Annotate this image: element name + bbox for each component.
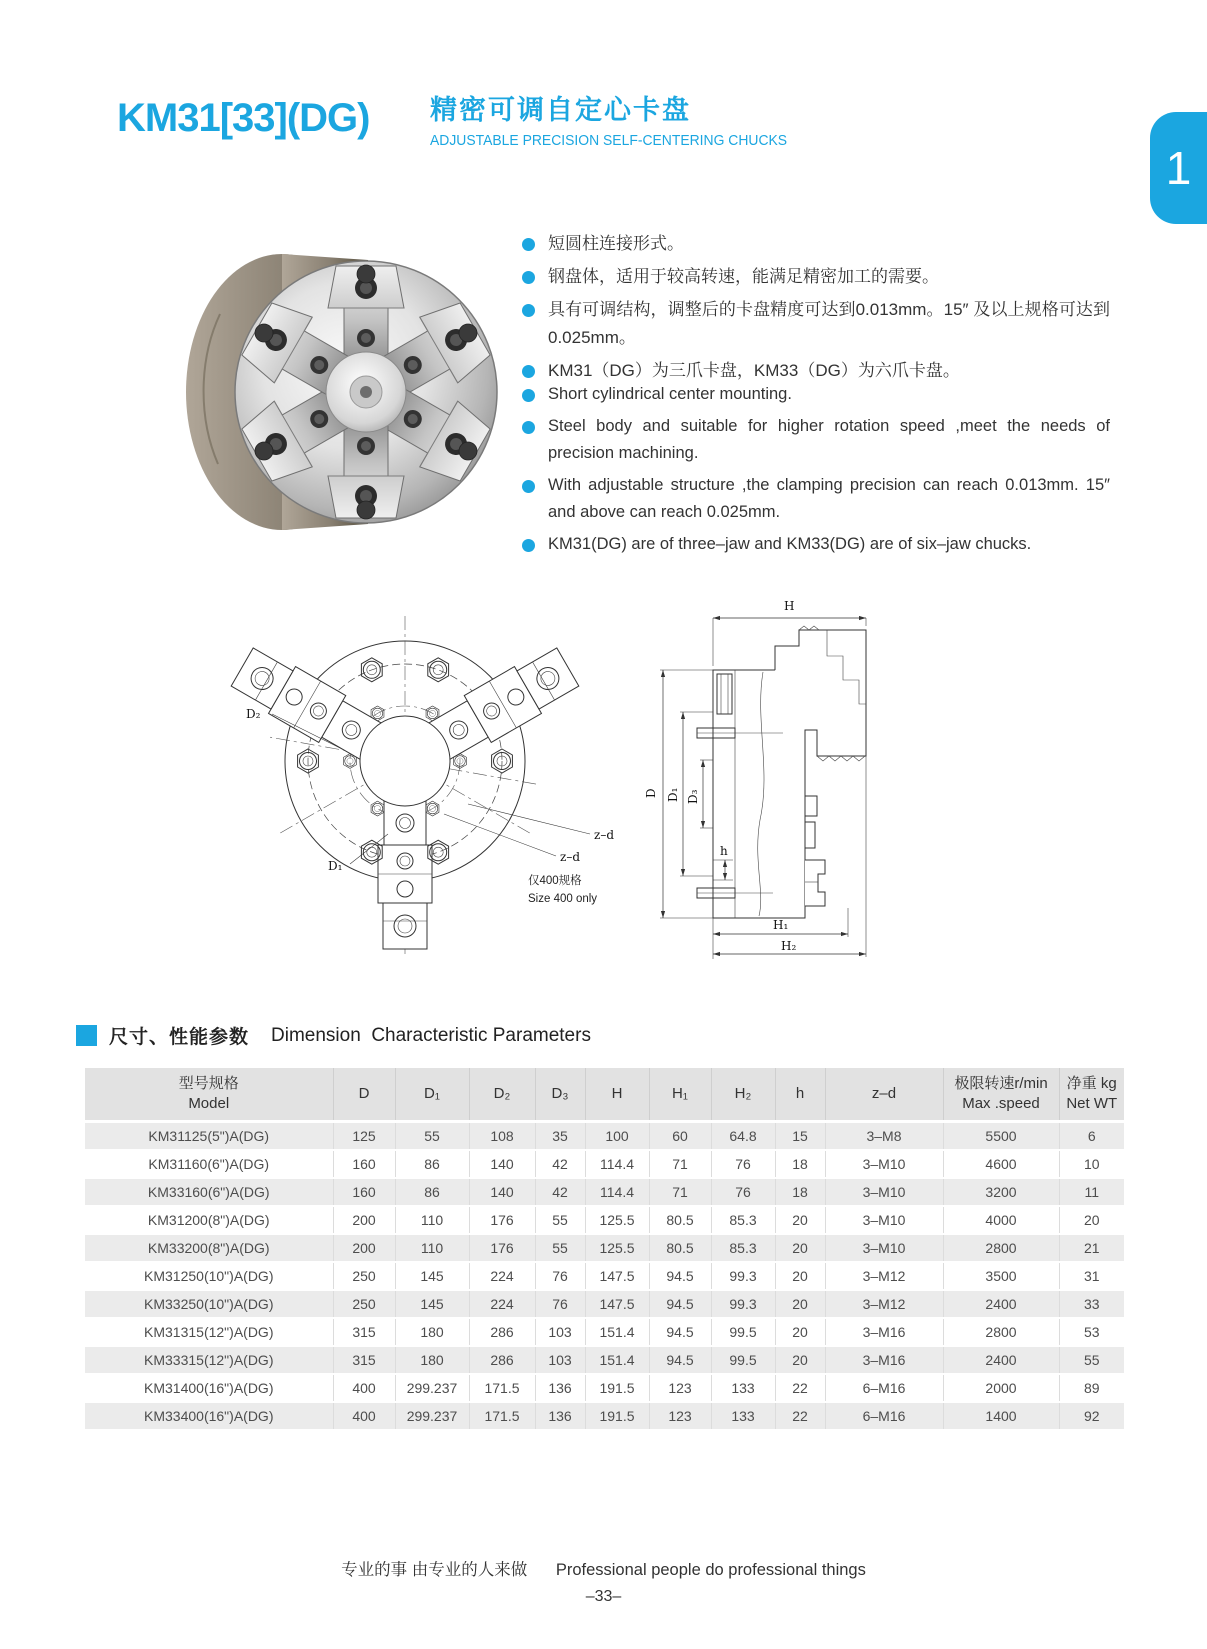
value-cell: 86	[395, 1178, 469, 1206]
footer-slogan	[0, 1556, 1207, 1580]
value-cell: 10	[1059, 1150, 1124, 1178]
value-cell: 250	[333, 1290, 395, 1318]
page-number: –33–	[585, 1588, 622, 1605]
feature-text: 短圆柱连接形式。	[548, 234, 684, 253]
value-cell: 71	[649, 1178, 711, 1206]
table-header-row	[85, 1068, 1124, 1122]
value-cell: 99.5	[711, 1318, 775, 1346]
bullet-icon	[522, 271, 535, 284]
bullet-icon	[522, 539, 535, 552]
value-cell: 171.5	[469, 1402, 535, 1430]
value-cell: 20	[775, 1262, 825, 1290]
value-cell: 99.3	[711, 1262, 775, 1290]
value-cell: 80.5	[649, 1234, 711, 1262]
section-title	[76, 1022, 591, 1049]
value-cell: 15	[775, 1122, 825, 1151]
value-cell: 22	[775, 1374, 825, 1402]
table-row	[85, 1402, 1124, 1430]
value-cell: 3–M16	[825, 1318, 943, 1346]
footer-slogan-zh: 专业的事 由专业的人来做	[341, 1561, 528, 1579]
value-cell: 2800	[943, 1234, 1059, 1262]
value-cell: 1400	[943, 1402, 1059, 1430]
value-cell: 123	[649, 1402, 711, 1430]
value-cell: 11	[1059, 1178, 1124, 1206]
value-cell: 180	[395, 1318, 469, 1346]
value-cell: 94.5	[649, 1262, 711, 1290]
value-cell: 6–M16	[825, 1374, 943, 1402]
model-cell: KM31315(12")A(DG)	[85, 1318, 333, 1346]
bullet-icon	[522, 304, 535, 317]
value-cell: 110	[395, 1206, 469, 1234]
value-cell: 160	[333, 1150, 395, 1178]
value-cell: 176	[469, 1206, 535, 1234]
model-cell: KM31160(6")A(DG)	[85, 1150, 333, 1178]
value-cell: 200	[333, 1234, 395, 1262]
feature-item	[522, 296, 1110, 352]
value-cell: 18	[775, 1178, 825, 1206]
value-cell: 140	[469, 1178, 535, 1206]
table-row	[85, 1262, 1124, 1290]
side-label-h1: H₁	[773, 918, 789, 932]
table-row	[85, 1346, 1124, 1374]
column-header: D	[333, 1068, 395, 1122]
value-cell: 60	[649, 1122, 711, 1151]
value-cell: 145	[395, 1262, 469, 1290]
product-title-zh: 精密可调自定心卡盘	[430, 95, 691, 125]
dimension-table	[85, 1068, 1124, 1431]
value-cell: 140	[469, 1150, 535, 1178]
value-cell: 151.4	[585, 1346, 649, 1374]
value-cell: 86	[395, 1150, 469, 1178]
table-row	[85, 1206, 1124, 1234]
model-cell: KM33250(10")A(DG)	[85, 1290, 333, 1318]
value-cell: 114.4	[585, 1178, 649, 1206]
value-cell: 191.5	[585, 1402, 649, 1430]
value-cell: 99.3	[711, 1290, 775, 1318]
value-cell: 20	[775, 1290, 825, 1318]
value-cell: 55	[1059, 1346, 1124, 1374]
value-cell: 299.237	[395, 1402, 469, 1430]
value-cell: 55	[395, 1122, 469, 1151]
value-cell: 76	[535, 1262, 585, 1290]
front-label-d1: D₁	[328, 859, 343, 873]
bullet-icon	[522, 389, 535, 402]
feature-list-en	[522, 381, 1110, 563]
value-cell: 76	[711, 1178, 775, 1206]
model-cell: KM31125(5")A(DG)	[85, 1122, 333, 1151]
feature-text: Short cylindrical center mounting.	[548, 385, 792, 403]
value-cell: 55	[535, 1206, 585, 1234]
value-cell: 94.5	[649, 1290, 711, 1318]
value-cell: 315	[333, 1318, 395, 1346]
value-cell: 176	[469, 1234, 535, 1262]
value-cell: 3–M10	[825, 1178, 943, 1206]
model-cell: KM33315(12")A(DG)	[85, 1346, 333, 1374]
page-title: KM31[33](DG)	[117, 96, 370, 140]
model-cell: KM31250(10")A(DG)	[85, 1262, 333, 1290]
side-label-d: D	[644, 788, 658, 798]
value-cell: 3–M12	[825, 1290, 943, 1318]
value-cell: 147.5	[585, 1290, 649, 1318]
value-cell: 6–M16	[825, 1402, 943, 1430]
feature-text: 钢盘体，适用于较高转速，能满足精密加工的需要。	[548, 267, 939, 286]
value-cell: 4600	[943, 1150, 1059, 1178]
product-title-en: ADJUSTABLE PRECISION SELF-CENTERING CHUCKS	[430, 133, 788, 149]
value-cell: 136	[535, 1402, 585, 1430]
column-header: z–d	[825, 1068, 943, 1122]
value-cell: 147.5	[585, 1262, 649, 1290]
feature-item	[522, 381, 1110, 408]
table-row	[85, 1290, 1124, 1318]
footer-slogan-en: Professional people do professional things	[555, 1561, 866, 1579]
feature-item	[522, 472, 1110, 526]
front-label-zd-1: z–d	[594, 828, 615, 842]
value-cell: 76	[711, 1150, 775, 1178]
value-cell: 20	[775, 1346, 825, 1374]
value-cell: 92	[1059, 1402, 1124, 1430]
section-title-en: Dimension Characteristic Parameters	[271, 1024, 591, 1046]
value-cell: 20	[775, 1234, 825, 1262]
value-cell: 33	[1059, 1290, 1124, 1318]
value-cell: 108	[469, 1122, 535, 1151]
value-cell: 35	[535, 1122, 585, 1151]
product-title-block	[430, 88, 802, 149]
feature-text: KM31(DG) are of three–jaw and KM33(DG) are of six–jaw chucks.	[548, 535, 1032, 553]
value-cell: 85.3	[711, 1234, 775, 1262]
value-cell: 136	[535, 1374, 585, 1402]
value-cell: 3–M16	[825, 1346, 943, 1374]
value-cell: 2400	[943, 1290, 1059, 1318]
value-cell: 103	[535, 1318, 585, 1346]
feature-list-zh	[522, 230, 1110, 390]
model-cell: KM31200(8")A(DG)	[85, 1206, 333, 1234]
value-cell: 250	[333, 1262, 395, 1290]
value-cell: 145	[395, 1290, 469, 1318]
value-cell: 125.5	[585, 1206, 649, 1234]
section-title-zh: 尺寸、性能参数	[109, 1027, 250, 1048]
value-cell: 3–M10	[825, 1206, 943, 1234]
value-cell: 286	[469, 1346, 535, 1374]
feature-item	[522, 531, 1110, 558]
table-row	[85, 1318, 1124, 1346]
value-cell: 3500	[943, 1262, 1059, 1290]
bullet-icon	[522, 238, 535, 251]
value-cell: 160	[333, 1178, 395, 1206]
value-cell: 123	[649, 1374, 711, 1402]
feature-text: KM31（DG）为三爪卡盘，KM33（DG）为六爪卡盘。	[548, 361, 960, 380]
front-note-en: Size 400 only	[528, 893, 598, 905]
value-cell: 191.5	[585, 1374, 649, 1402]
front-label-zd-2: z–d	[560, 850, 581, 864]
value-cell: 125.5	[585, 1234, 649, 1262]
feature-item	[522, 263, 1110, 291]
value-cell: 299.237	[395, 1374, 469, 1402]
table-row	[85, 1374, 1124, 1402]
value-cell: 42	[535, 1150, 585, 1178]
value-cell: 89	[1059, 1374, 1124, 1402]
value-cell: 133	[711, 1374, 775, 1402]
column-header: H₁	[649, 1068, 711, 1122]
value-cell: 3–M10	[825, 1150, 943, 1178]
value-cell: 4000	[943, 1206, 1059, 1234]
side-label-d3: D₃	[686, 789, 700, 804]
column-header: H₂	[711, 1068, 775, 1122]
value-cell: 2000	[943, 1374, 1059, 1402]
value-cell: 21	[1059, 1234, 1124, 1262]
value-cell: 18	[775, 1150, 825, 1178]
value-cell: 171.5	[469, 1374, 535, 1402]
front-view-drawing	[230, 608, 630, 960]
value-cell: 224	[469, 1290, 535, 1318]
feature-item	[522, 413, 1110, 467]
table-row	[85, 1150, 1124, 1178]
section-marker-icon	[76, 1025, 97, 1046]
feature-text: 具有可调结构，调整后的卡盘精度可达到0.013mm。15″ 及以上规格可达到0.025mm。	[548, 300, 1110, 347]
bullet-icon	[522, 480, 535, 493]
side-view-drawing	[613, 560, 993, 962]
value-cell: 22	[775, 1402, 825, 1430]
side-label-h: H	[784, 599, 795, 613]
value-cell: 3–M10	[825, 1234, 943, 1262]
value-cell: 110	[395, 1234, 469, 1262]
value-cell: 315	[333, 1346, 395, 1374]
value-cell: 64.8	[711, 1122, 775, 1151]
value-cell: 180	[395, 1346, 469, 1374]
table-row	[85, 1122, 1124, 1151]
column-header: D₁	[395, 1068, 469, 1122]
table-row	[85, 1178, 1124, 1206]
table-row	[85, 1234, 1124, 1262]
column-header: 型号规格 Model	[85, 1068, 333, 1122]
value-cell: 3200	[943, 1178, 1059, 1206]
column-header: 极限转速r/min Max .speed	[943, 1068, 1059, 1122]
value-cell: 3–M8	[825, 1122, 943, 1151]
column-header: h	[775, 1068, 825, 1122]
value-cell: 76	[535, 1290, 585, 1318]
value-cell: 3–M12	[825, 1262, 943, 1290]
feature-item	[522, 230, 1110, 258]
feature-text: With adjustable structure ,the clamping precision can reach 0.013mm. 15″ and above can reach 0.025mm.	[548, 476, 1110, 521]
value-cell: 31	[1059, 1262, 1124, 1290]
value-cell: 100	[585, 1122, 649, 1151]
front-note-zh: 仅400规格	[528, 875, 582, 887]
value-cell: 94.5	[649, 1318, 711, 1346]
value-cell: 400	[333, 1402, 395, 1430]
model-cell: KM33400(16")A(DG)	[85, 1402, 333, 1430]
model-cell: KM33160(6")A(DG)	[85, 1178, 333, 1206]
value-cell: 114.4	[585, 1150, 649, 1178]
value-cell: 2400	[943, 1346, 1059, 1374]
model-cell: KM31400(16")A(DG)	[85, 1374, 333, 1402]
value-cell: 42	[535, 1178, 585, 1206]
value-cell: 94.5	[649, 1346, 711, 1374]
value-cell: 103	[535, 1346, 585, 1374]
value-cell: 71	[649, 1150, 711, 1178]
model-cell: KM33200(8")A(DG)	[85, 1234, 333, 1262]
value-cell: 99.5	[711, 1346, 775, 1374]
value-cell: 286	[469, 1318, 535, 1346]
value-cell: 133	[711, 1402, 775, 1430]
value-cell: 6	[1059, 1122, 1124, 1151]
value-cell: 55	[535, 1234, 585, 1262]
side-label-d1: D₁	[666, 787, 680, 802]
value-cell: 80.5	[649, 1206, 711, 1234]
front-label-d2: D₂	[246, 707, 261, 721]
product-photo	[178, 234, 502, 550]
value-cell: 151.4	[585, 1318, 649, 1346]
value-cell: 20	[1059, 1206, 1124, 1234]
value-cell: 5500	[943, 1122, 1059, 1151]
feature-text: Steel body and suitable for higher rotation speed ,meet the needs of precision machining.	[548, 417, 1110, 462]
value-cell: 85.3	[711, 1206, 775, 1234]
side-label-hh: h	[720, 844, 728, 858]
value-cell: 200	[333, 1206, 395, 1234]
column-header: D₃	[535, 1068, 585, 1122]
value-cell: 224	[469, 1262, 535, 1290]
bullet-icon	[522, 421, 535, 434]
column-header: D₂	[469, 1068, 535, 1122]
bullet-icon	[522, 365, 535, 378]
chapter-index-tab[interactable]: 1	[1150, 112, 1207, 224]
value-cell: 2800	[943, 1318, 1059, 1346]
side-label-h2: H₂	[781, 939, 797, 953]
value-cell: 20	[775, 1206, 825, 1234]
value-cell: 400	[333, 1374, 395, 1402]
value-cell: 53	[1059, 1318, 1124, 1346]
value-cell: 20	[775, 1318, 825, 1346]
value-cell: 125	[333, 1122, 395, 1151]
column-header: H	[585, 1068, 649, 1122]
column-header: 净重 kg Net WT	[1059, 1068, 1124, 1122]
